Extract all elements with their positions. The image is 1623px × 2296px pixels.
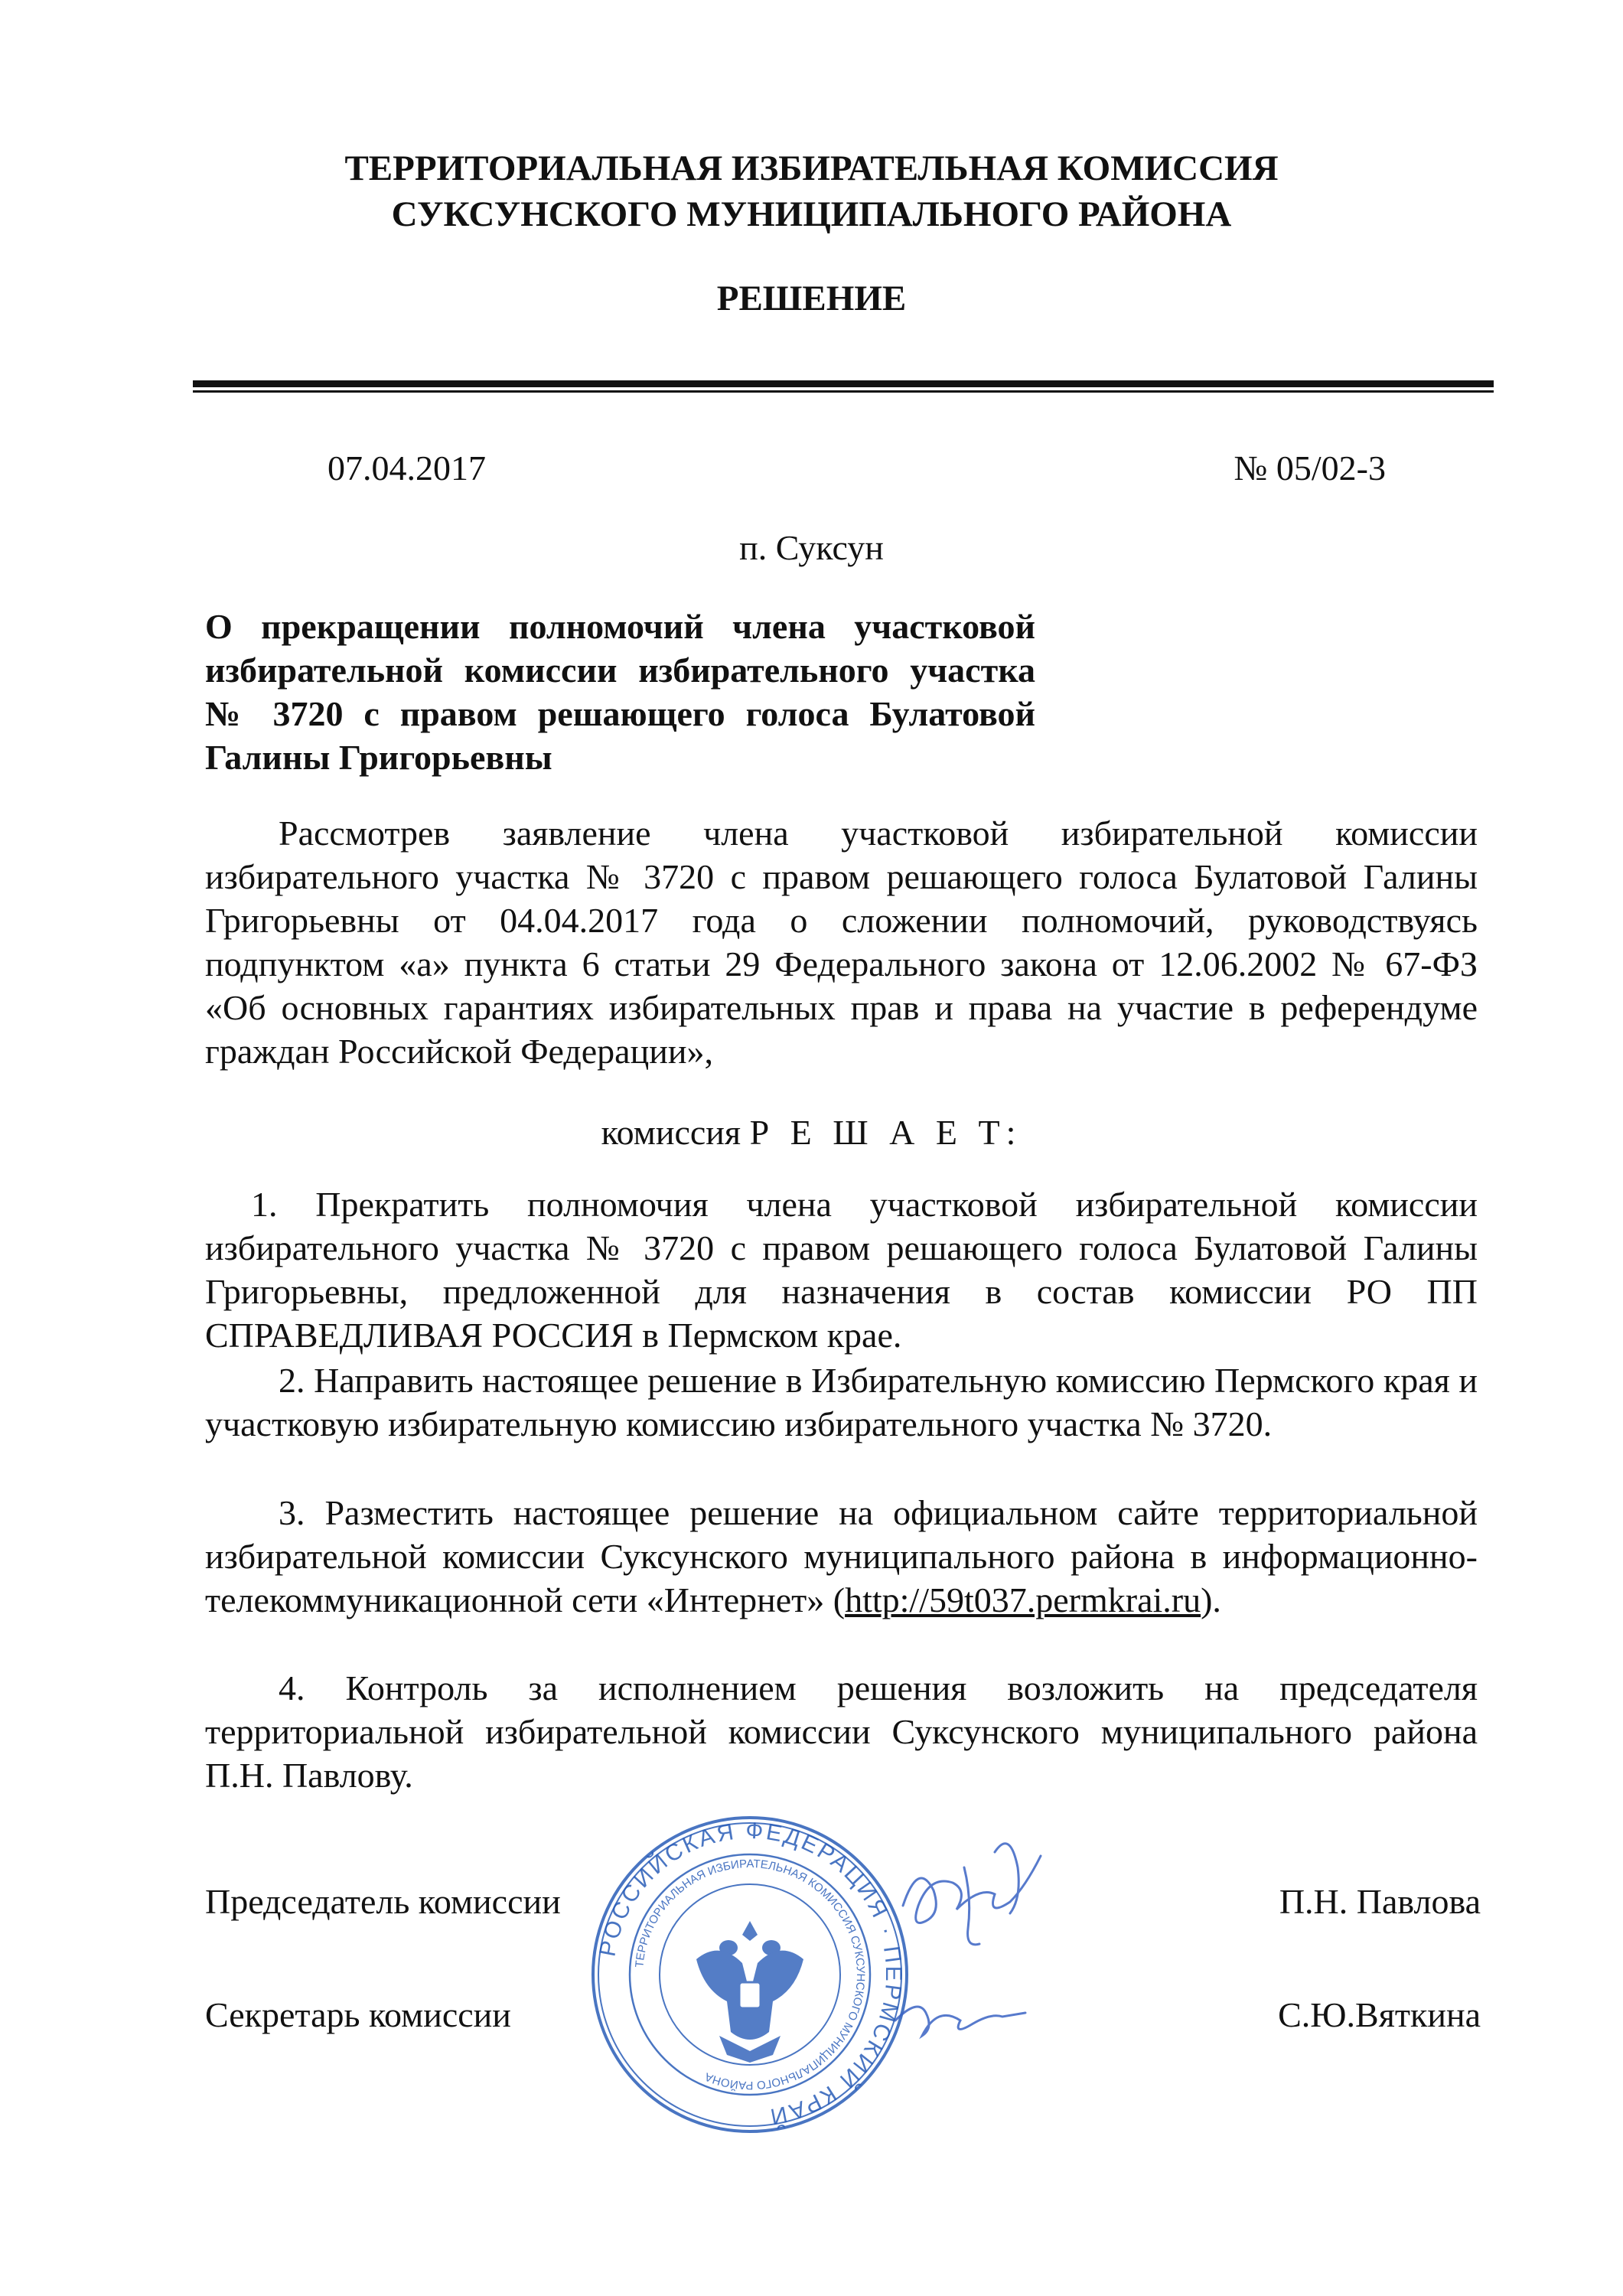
header-divider-thick — [193, 380, 1494, 387]
document-type-title: РЕШЕНИЕ — [716, 279, 907, 318]
decision-item-4: 4. Контроль за исполнением решения возложить на председателя территориальной избирательной комиссии Суксунского муниципального района П.Н. Павлову. — [205, 1668, 1478, 1795]
decision-item-3-text: 3. Разместить настоящее решение на официальном сайте территориальной избирательной комиссии Суксунского муниципального района в информационно-телекоммуникационной сети «Интернет» ( — [205, 1493, 1478, 1619]
decision-item-2: 2. Направить настоящее решение в Избирательную комиссию Пермского края и участковую избирательную комиссию избирательного участка № 3720. — [205, 1361, 1478, 1443]
header-org-line2: СУКСУНСКОГО МУНИЦИПАЛЬНОГО РАЙОНА — [391, 194, 1232, 234]
website-link[interactable]: http://59t037.permkrai.ru — [845, 1580, 1201, 1619]
document-date: 07.04.2017 — [328, 448, 486, 488]
handwritten-signature-icon — [872, 1821, 1071, 2066]
document-place: п. Суксун — [739, 528, 884, 567]
stamp-inner-text: ТЕРРИТОРИАЛЬНАЯ ИЗБИРАТЕЛЬНАЯ КОМИССИЯ СУКСУНСКОГО МУНИЦИПАЛЬНОГО РАЙОНА — [633, 1857, 868, 2092]
document-subject: О прекращении полномочий члена участковой избирательной комиссии избирательного участка № 3720 с правом решающего голоса Булатовой Галины Григорьевны — [205, 607, 1035, 777]
chair-name: П.Н. Павлова — [1279, 1882, 1481, 1921]
secretary-name: С.Ю.Вяткина — [1278, 1995, 1481, 2034]
document-number: № 05/02-3 — [1234, 448, 1386, 488]
decides-prefix: комиссия — [601, 1113, 741, 1152]
official-stamp-icon — [589, 1814, 911, 2135]
decision-item-3 — [205, 1491, 1478, 1622]
header-org-line1: ТЕРРИТОРИАЛЬНАЯ ИЗБИРАТЕЛЬНАЯ КОМИССИЯ — [344, 148, 1279, 188]
decision-item-1: 1. Прекратить полномочия члена участковой избирательной комиссии избирательного участка № 3720 с правом решающего голоса Булатовой Галины Григорьевны, предложенной для назначения в состав комиссии РО ПП СПРАВЕДЛИВАЯ РОССИЯ в Пермском крае. — [205, 1185, 1478, 1355]
decides-word: Р Е Ш А Е Т: — [749, 1113, 1022, 1152]
decision-item-3-end: ). — [1201, 1580, 1221, 1619]
coat-of-arms-icon — [696, 1921, 803, 2063]
secretary-role: Секретарь комиссии — [205, 1995, 511, 2034]
preamble-paragraph: Рассмотрев заявление члена участковой избирательной комиссии избирательного участка № 3720 с правом решающего голоса Булатовой Галины Григорьевны от 04.04.2017 года о сложении полномочий, руководствуясь подпунктом «а» пункта 6 статьи 29 Федерального закона от 12.06.2002 № 67-ФЗ «Об основных гарантиях избирательных прав и права на участие в референдуме граждан Российской Федерации», — [205, 814, 1478, 1071]
stamp-outer-text: РОССИЙСКАЯ ФЕДЕРАЦИЯ · ПЕРМСКИЙ КРАЙ — [595, 1818, 907, 2130]
decides-heading — [0, 1110, 1623, 1156]
chair-role: Председатель комиссии — [205, 1882, 561, 1921]
header-divider-thin — [193, 390, 1494, 393]
